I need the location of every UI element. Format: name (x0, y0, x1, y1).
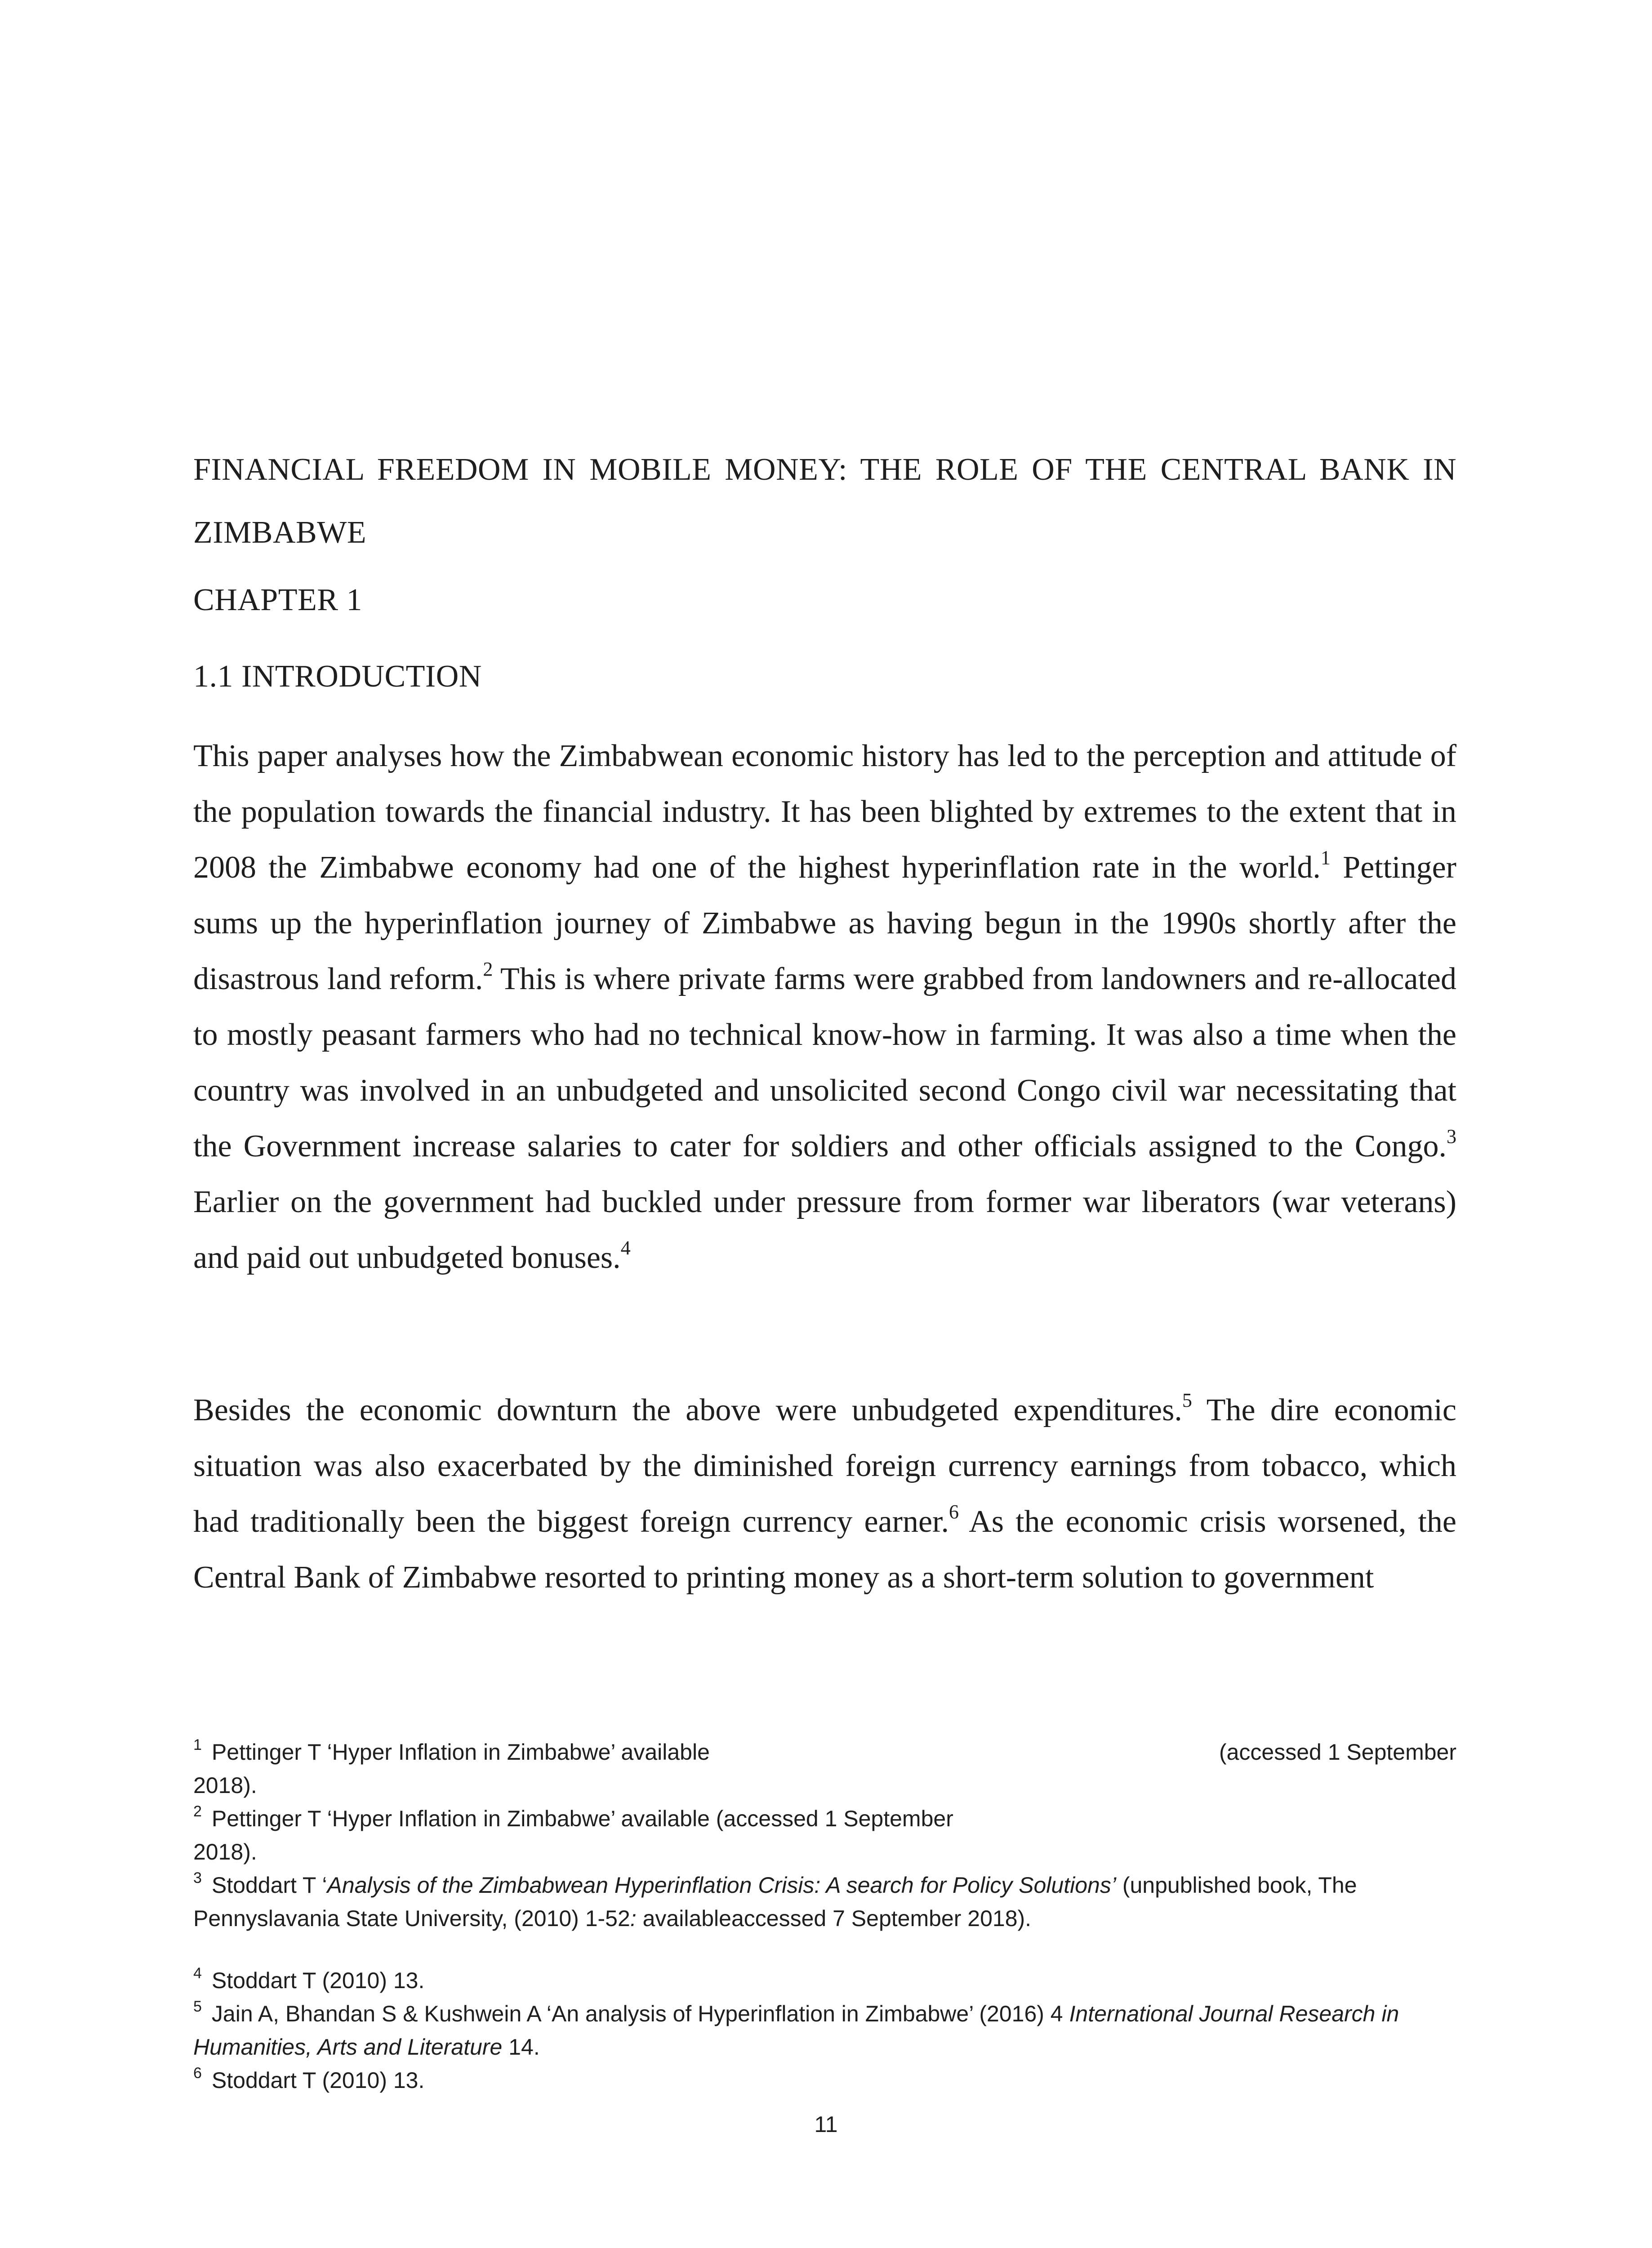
footnote-spacer (193, 1935, 1456, 1964)
footnote-4 (193, 1964, 1456, 1997)
document-title: FINANCIAL FREEDOM IN MOBILE MONEY: THE ROLE OF THE CENTRAL BANK IN ZIMBABWE (193, 452, 1456, 550)
footnote-number: 4 (193, 1965, 202, 1982)
footnote-6 (193, 2064, 1456, 2097)
footnote-3 (193, 1869, 1456, 1935)
paragraph-text: This paper analyses how the Zimbabwean economic history has led to the perception and attitude of the population towards the financial industry. It has been blighted by extremes to the extent that in 2008 the Zimbabwe economy had one of the highest hyperinflation rate in the world. (193, 739, 1456, 885)
introduction-paragraph-1 (193, 728, 1456, 1286)
paragraph-text: This is where private farms were grabbed from landowners and re-allocated to mostly peasant farmers who had no technical know-how in farming. It was also a time when the country was involved in an unbudgeted and unsolicited second Congo civil war necessitating that the Government increase salaries to cater for soldiers and other officials assigned to the Congo. (193, 962, 1456, 1164)
paragraph-text: Besides the economic downturn the above were unbudgeted expenditures. (193, 1393, 1182, 1427)
footnote-ref-6[interactable]: 6 (949, 1501, 959, 1523)
footnote-text: Pettinger T ‘Hyper Inflation in Zimbabwe’ available (accessed 1 September (211, 1806, 953, 1831)
footnotes-section (193, 1735, 1456, 2097)
footnote-text: Stoddart T (2010) 13. (211, 2068, 425, 2093)
footnote-text: 14. (502, 2034, 540, 2060)
paragraph-text: The dire economic situation was also exacerbated by the diminished foreign currency earnings from tobacco, which had traditionally been the biggest foreign currency earner. (193, 1393, 1456, 1539)
footnote-2 (193, 1802, 1456, 1869)
footnote-ref-2[interactable]: 2 (483, 958, 493, 980)
footnote-author: Stoddart T ‘ (211, 1873, 327, 1898)
footnote-5 (193, 1997, 1456, 2064)
footnote-text: availableaccessed 7 September 2018). (636, 1906, 1032, 1931)
footnote-ref-4[interactable]: 4 (620, 1237, 631, 1259)
footnote-book-title: Analysis of the Zimbabwean Hyperinflation Crisis: A search for Policy Solutions’ (327, 1873, 1116, 1898)
footnote-text-continued: 2018). (193, 1773, 257, 1798)
footnote-number: 5 (193, 1998, 202, 2015)
footnote-number: 3 (193, 1869, 202, 1887)
paragraph-text: As the economic crisis worsened, the Central Bank of Zimbabwe resorted to printing money as a short-term solution to government (193, 1504, 1456, 1595)
footnote-text-continued: 2018). (193, 1839, 257, 1864)
footnote-text: Pettinger T ‘Hyper Inflation in Zimbabwe’ available (211, 1740, 710, 1765)
footnote-ref-3[interactable]: 3 (1447, 1125, 1456, 1147)
footnote-1 (193, 1735, 1456, 1802)
paragraph-text: Earlier on the government had buckled under pressure from former war liberators (war veterans) and paid out unbudgeted bonuses. (193, 1185, 1456, 1275)
footnote-accessed: (accessed 1 September (1219, 1740, 1456, 1765)
introduction-paragraph-2 (193, 1383, 1456, 1606)
footnote-journal-title: International Journal Research in Humanities, Arts and Literature (193, 2001, 1399, 2060)
footnote-number: 6 (193, 2065, 202, 2082)
footnote-text: (unpublished book, The Pennyslavania State University, (2010) 1-52 (193, 1873, 1357, 1931)
footnote-ref-1[interactable]: 1 (1320, 847, 1331, 869)
footnote-ref-5[interactable]: 5 (1182, 1389, 1192, 1411)
footnote-number: 2 (193, 1803, 202, 1820)
section-heading: 1.1 INTRODUCTION (193, 659, 482, 694)
footnote-colon: : (630, 1906, 637, 1931)
page-number: 11 (814, 2112, 838, 2137)
footnote-text: Jain A, Bhandan S & Kushwein A ‘An analysis of Hyperinflation in Zimbabwe’ (2016) 4 (211, 2001, 1069, 2026)
paragraph-text: Pettinger sums up the hyperinflation journey of Zimbabwe as having begun in the 1990s shortly after the disastrous land reform. (193, 850, 1456, 996)
footnote-number: 1 (193, 1736, 202, 1753)
footnote-text: Stoddart T (2010) 13. (211, 1968, 425, 1993)
chapter-heading: CHAPTER 1 (193, 583, 362, 617)
